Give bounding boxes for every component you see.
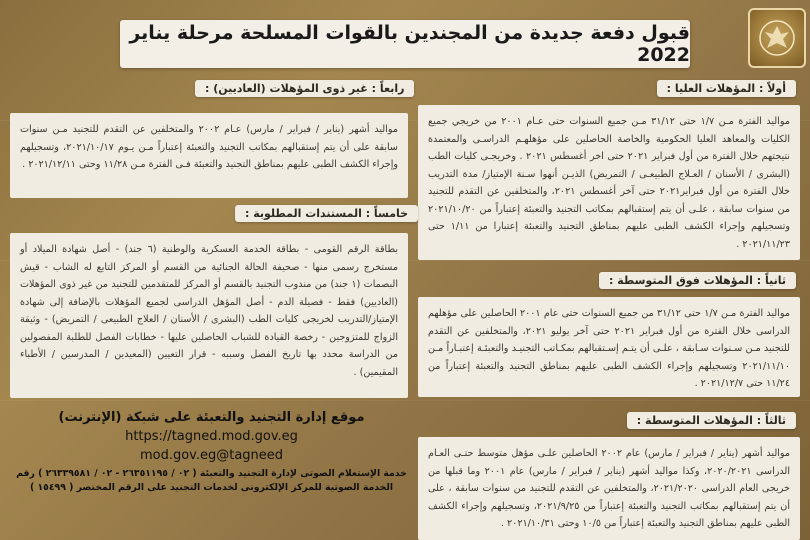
section-label-above-intermediate: ثانياً : المؤهلات فوق المتوسطة :: [599, 272, 796, 289]
website-url-link[interactable]: https://tagned.mod.gov.eg: [125, 429, 298, 444]
section-text-required-documents: بطاقة الرقم القومى - بطاقة الخدمة العسكرية والوطنية (٦ جند) - أصل شهادة الميلاد أو مستخرج رسمى منها - صحيفة الحالة الجنائية من القسم أو المركز التابع له الشاب - قيش البصمات (١ جند) من مندوب التجنيد بالقسم أو المركز للمتقدمين للتجنيد من غير ذوى المؤهلات (العاديين) فقط - فصيلة الدم - أصل المؤهل الدراسى لجميع المؤهلات بالإضافة إلى شهادة الإمتياز/التدريب لخريجى كليات الطب (البشرى / الأسنان / العلاج الطبيعى / التمريض) - وثيقة الزواج للمتزوجين - رخصة القيادة للشباب الحاصلين عليها - خطابات الفصل للطلبة المفصولين من الدراسة محدد بها تاريخ الفصل وسببه - قرار التعيين (المعيدين / المدرسين / الأطباء المقيمين) .: [10, 233, 408, 398]
page-title: قبول دفعة جديدة من المجندين بالقوات المسلحة مرحلة يناير 2022: [129, 22, 690, 66]
section-label-unqualified: رابعاً : غير ذوى المؤهلات (العاديين) :: [195, 80, 414, 97]
armed-forces-emblem: [748, 8, 806, 68]
section-label-higher-qualifications: أولاً : المؤهلات العليا :: [657, 80, 796, 97]
section-text-unqualified: مواليد أشهر (يناير / فبراير / مارس) عـام ٢٠٠٢ والمتخلفين عن التقدم للتجنيد مـن سنوات سابقة على أن يتم إستقبالهم بمكاتب التجنيد والتعبئة إعتباراً مـن يـوم ٢٠٢١/١٠/١٧، وتسجيلهم وإجراء الكشف الطبى عليهم بمناطق التجنيد والتعبئة فـى الفترة مـن ١١/٢٨ وحتى ٢٠٢١/١٢/١١ .: [10, 113, 408, 198]
section-text-higher-qualifications: مواليد الفترة مـن ١/٧ حتى ٣١/١٢ مـن جميع السنوات حتى عـام ٢٠٠١ من خريجي جميع الكليات والمعاهد العليا الحكومية والخاصة الحاصلين على مؤهلهـم الدراسـى والمعتمدة نتيجتهم خلال الفترة من أول فبراير ٢٠٢١ حتى اخر أغسطس ٢٠٢١ . وخريجـى كليات الطب (البشرى / الأسنان / العـلاج الطبيعـى / التمريض) الذيـن أنهوا سـنة الإمتياز/ مدة التدريب خلال الفترة من أول فبراير٢٠٢١ حتى آخر أغسطس ٢٠٢١، والمتخلفين عن التقدم للتجنيد من سنوات سابقة ، علـى أن يتم إستقبالهم بمكاتب التجنيد والتعبئة إعتباراً من ٢٠٢١/١٠/٢٠ وتسجيلهم وإجراء الكشف الطبى عليهم بمناطق التجنيد والتعبئة إعتبارا من ١/١١ حتى ٢٠٢١/١١/٢٣ .: [418, 105, 800, 260]
twitter-handle-link[interactable]: mod.gov.eg@tagneed: [139, 448, 284, 463]
section-text-intermediate: مواليد أشهر (يناير / فبراير / مارس) عام ٢٠٠٢ الحاصلين علـى مؤهل متوسط حتـى العـام الدراسى ٢٠٢٠/٢٠٢١، وكذا مواليد أشهر (يناير / فبراير / مارس) عام ٢٠٠١ وما قبلها من خريجى العام الدراسى ٢٠٢١/٢٠٢٠، والمتخلفين عن التقدم للتجنيد من سنوات سابقة ، على أن يتم إستقبالهم بمكاتب التجنيد والتعبئة إعتباراً من ٢٠٢١/٩/٢٥، وتسجيلهم وإجراء الكشف الطبى عليهم بمناطق التجنيد والتعبئة إعتباراً من ١٠/٥ وحتى ٢٠٢١/١٠/٣١ .: [418, 437, 800, 540]
page-title-bar: [120, 20, 690, 68]
website-label: موقع إدارة التجنيد والتعبئة على شبكة (الإنترنت): [58, 410, 365, 425]
section-label-intermediate: ثالثاً : المؤهلات المتوسطة :: [627, 412, 796, 429]
eagle-emblem-icon: [757, 18, 797, 58]
contact-footer: [14, 410, 409, 495]
hotline-info: خدمة الإستعلام الصوتى لإدارة التجنيد والتعبئة ( ٠٢ / ٢٦٣٥١١٩٥ - ٠٢ / ٢٦٣٣٩٥٨١ ) رقم الخدمة الصوتية للمركز الإلكترونى لخدمات التجنيد على الرقم المختصر ( ١٥٤٩٩ ): [16, 468, 407, 493]
section-text-above-intermediate: مواليد الفترة مـن ١/٧ حتى ٣١/١٢ من جميع السنوات حتى عام ٢٠٠١ الحاصلين على مؤهلهم الدراسى خلال الفترة من أول فبراير ٢٠٢١ حتى آخر يوليو ٢٠٢١، والمتخلفين عن التقدم للتجنيد مـن سـنوات سـابقة ، علـى أن يتـم إسـتقبالهم بمكـاتب التجنيـد والتعبئـة إعتبـاراً مـن ٢٠٢١/١١/١٠ وتسجيلهم وإجراء الكشف الطبى عليهم بمناطق التجنيد والتعبئة إعتباراً من ١١/٢٤ حتى ٢٠٢١/١٢/٧ .: [418, 297, 800, 397]
section-label-required-documents: خامساً : المستندات المطلوبة :: [235, 205, 418, 222]
